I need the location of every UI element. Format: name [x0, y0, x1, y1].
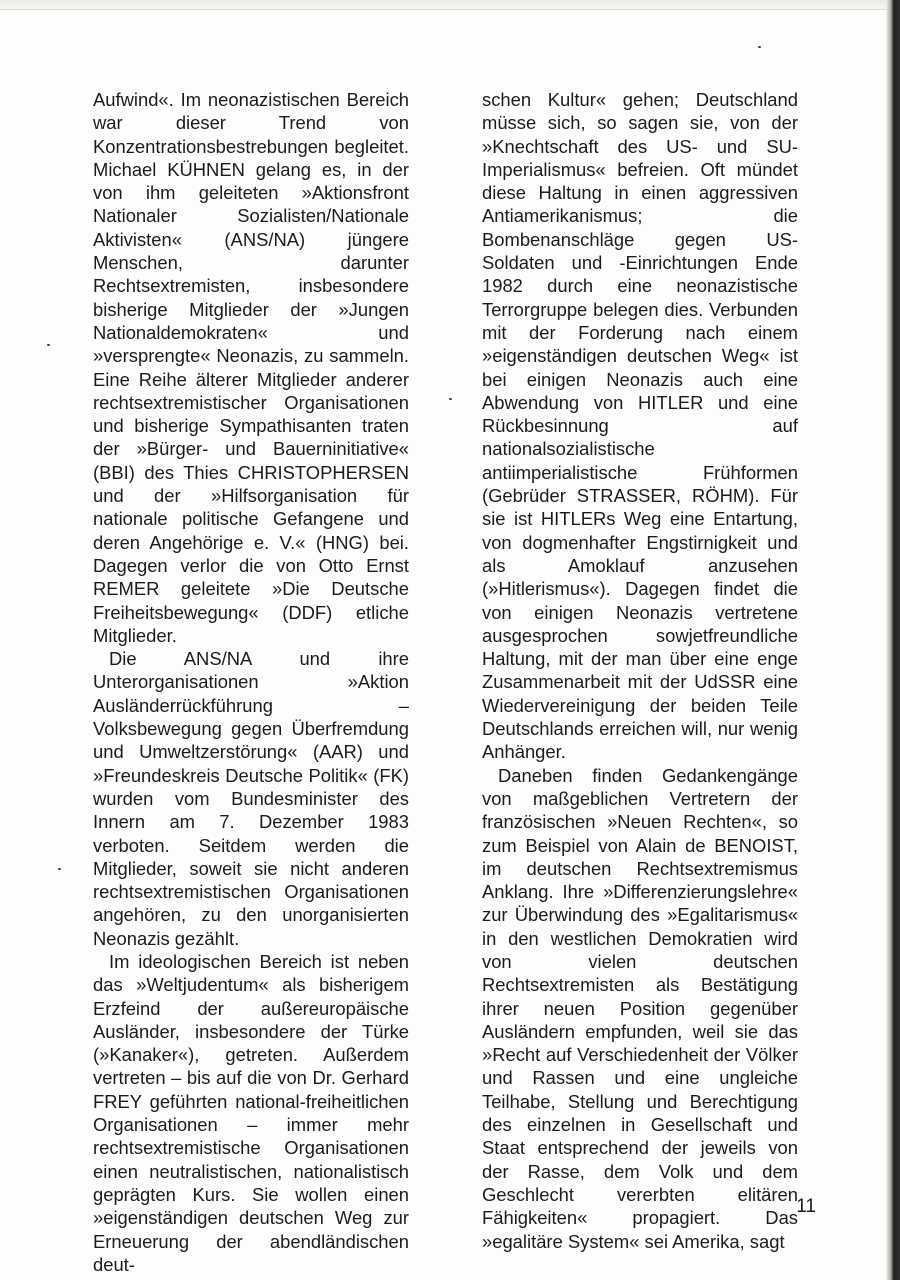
scan-speck — [47, 344, 50, 346]
paragraph: Die ANS/NA und ihre Unterorganisationen »Aktion Ausländerrückführung – Volksbewegung gegen Überfremdung und Umweltzerstörung« (AAR) und »Freundeskreis Deutsche Politik« (FK) wurden vom Bundesminister des Innern am 7. Dezember 1983 verboten. Seitdem werden die Mitglieder, soweit sie nicht anderen rechtsextremistischen Organisationen angehören, zu den unorganisierten Neonazis gezählt. — [93, 648, 409, 949]
paragraph: Aufwind«. Im neonazistischen Bereich war dieser Trend von Konzentrationsbestrebungen begleitet. Michael KÜHNEN gelang es, in der von ihm geleiteten »Aktionsfront Nationaler Sozialisten/Nationale Aktivisten« (ANS/NA) jüngere Menschen, darunter Rechtsextremisten, insbesondere bisherige Mitglieder der »Jungen Nationaldemokraten« und »versprengte« Neonazis, zu sammeln. Eine Reihe älterer Mitglieder anderer rechtsextremistischer Organisationen und bisherige Sympathisanten traten der »Bürger- und Bauerninitiative« (BBI) des Thies CHRISTOPHERSEN und der »Hilfsorganisation für nationale politische Gefangene und deren Angehörige e. V.« (HNG) bei. Dagegen verlor die von Otto Ernst REMER geleitete »Die Deutsche Freiheitsbewegung« (DDF) etliche Mitglieder. — [93, 89, 409, 646]
right-column — [482, 88, 798, 1253]
page-binding-edge — [886, 0, 900, 1280]
paragraph: schen Kultur« gehen; Deutschland müsse sich, so sagen sie, von der »Knechtschaft des US- und SU-Imperialismus« befreien. Oft mündet diese Haltung in einen aggressiven Antiamerikanismus; die Bombenanschläge gegen US-Soldaten und -Einrichtungen Ende 1982 durch eine neonazistische Terrorgruppe belegen dies. Verbunden mit der Forderung nach einem »eigenständigen deutschen Weg« ist bei einigen Neonazis auch eine Abwendung von HITLER und eine Rückbesinnung auf nationalsozialistische antiimperialistische Frühformen (Gebrüder STRASSER, RÖHM). Für sie ist HITLERs Weg eine Entartung, von dogmenhafter Engstirnigkeit und als Amoklauf anzusehen (»Hitlerismus«). Dagegen findet die von einigen Neonazis vertretene ausgesprochen sowjetfreundliche Haltung, mit der man über eine enge Zusammenarbeit mit der UdSSR eine Wiedervereinigung der beiden Teile Deutschlands erreichen will, nur wenig Anhänger. — [482, 89, 798, 763]
scan-speck — [758, 46, 761, 48]
paragraph: Daneben finden Gedankengänge von maßgeblichen Vertretern der französischen »Neuen Rechten«, so zum Beispiel von Alain de BENOIST, im deutschen Rechtsextremismus Anklang. Ihre »Differenzierungslehre« zur Überwindung des »Egalitarismus« in den westlichen Demokratien wird von vielen deutschen Rechtsextremisten als Bestätigung ihrer neuen Position gegenüber Ausländern empfunden, weil sie das »Recht auf Verschiedenheit der Völker und Rassen und eine ungleiche Teilhabe, Stellung und Berechtigung des einzelnen in Gesellschaft und Staat entsprechend der jeweils von der Rasse, dem Volk und dem Geschlecht vererbten elitären Fähigkeiten« propagiert. Das »egalitäre System« sei Amerika, sagt — [482, 764, 798, 1252]
page-number: 11 — [796, 1196, 816, 1217]
left-column — [93, 88, 409, 1276]
page-top-edge — [0, 0, 900, 10]
paragraph: Im ideologischen Bereich ist neben das »Weltjudentum« als bisherigem Erzfeind der außereuropäische Ausländer, insbesondere der Türke (»Kanaker«), getreten. Außerdem vertreten – bis auf die von Dr. Gerhard FREY geführten national-freiheitlichen Organisationen – immer mehr rechtsextremistische Organisationen einen neutralistischen, nationalistisch geprägten Kurs. Sie wollen einen »eigenständigen deutschen Weg zur Erneuerung der abendländischen deut- — [93, 950, 409, 1275]
scan-speck — [58, 868, 61, 870]
scan-speck — [449, 398, 452, 400]
